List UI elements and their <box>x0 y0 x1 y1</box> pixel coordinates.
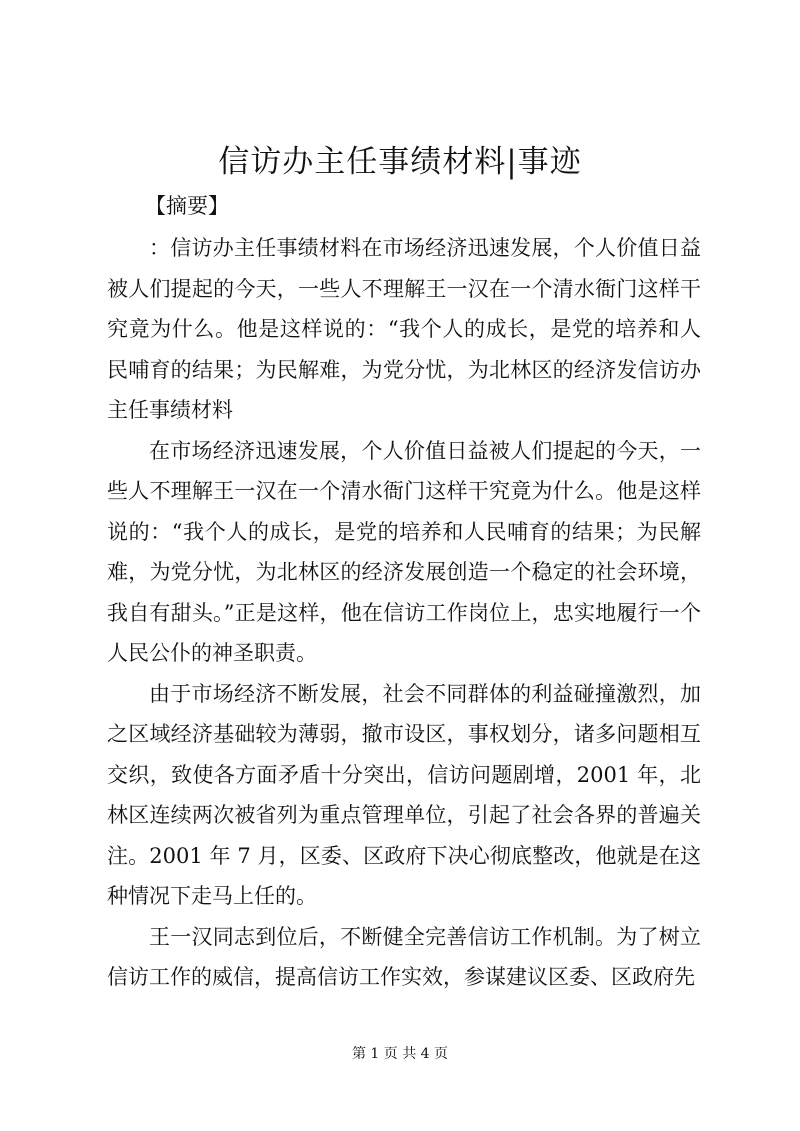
paragraph-abstract: ：信访办主任事绩材料在市场经济迅速发展，个人价值日益被人们提起的今天，一些人不理解王一汉在一个清水衙门这样干究竟为什么。他是这样说的：“我个人的成长，是党的培养和人民哺育的结果；为民解难，为党分忧，为北林区的经济发信访办主任事绩材料 <box>107 236 701 422</box>
abstract-label: 【摘要】 <box>145 194 229 218</box>
page-footer: 第 1 页 共 4 页 <box>351 1046 449 1062</box>
paragraph-1: 在市场经济迅速发展，个人价值日益被人们提起的今天，一些人不理解王一汉在一个清水衙门这样干究竟为什么。他是这样说的：“我个人的成长，是党的培养和人民哺育的结果；为民解难，为党分忧，为北林区的经济发展创造一个稳定的社会环境，我自有甜头。”正是这样，他在信访工作岗位上，忠实地履行一个人民公仆的神圣职责。 <box>107 438 701 665</box>
paragraph-3: 王一汉同志到位后，不断健全完善信访工作机制。为了树立信访工作的威信，提高信访工作实效，参谋建议区委、区政府先 <box>107 924 701 989</box>
document-title: 信访办主任事绩材料|事迹 <box>218 144 582 180</box>
paragraph-2: 由于市场经济不断发展，社会不同群体的利益碰撞激烈，加之区域经济基础较为薄弱，撤市设区，事权划分，诸多问题相互交织，致使各方面矛盾十分突出，信访问题剧增，2001 年，北林区连续两次被省列为重点管理单位，引起了社会各界的普遍关注。2001 年 7 月，区委、区政府下决心彻底整改，他就是在这种情况下走马上任的。 <box>107 681 701 908</box>
document-body <box>107 228 701 998</box>
